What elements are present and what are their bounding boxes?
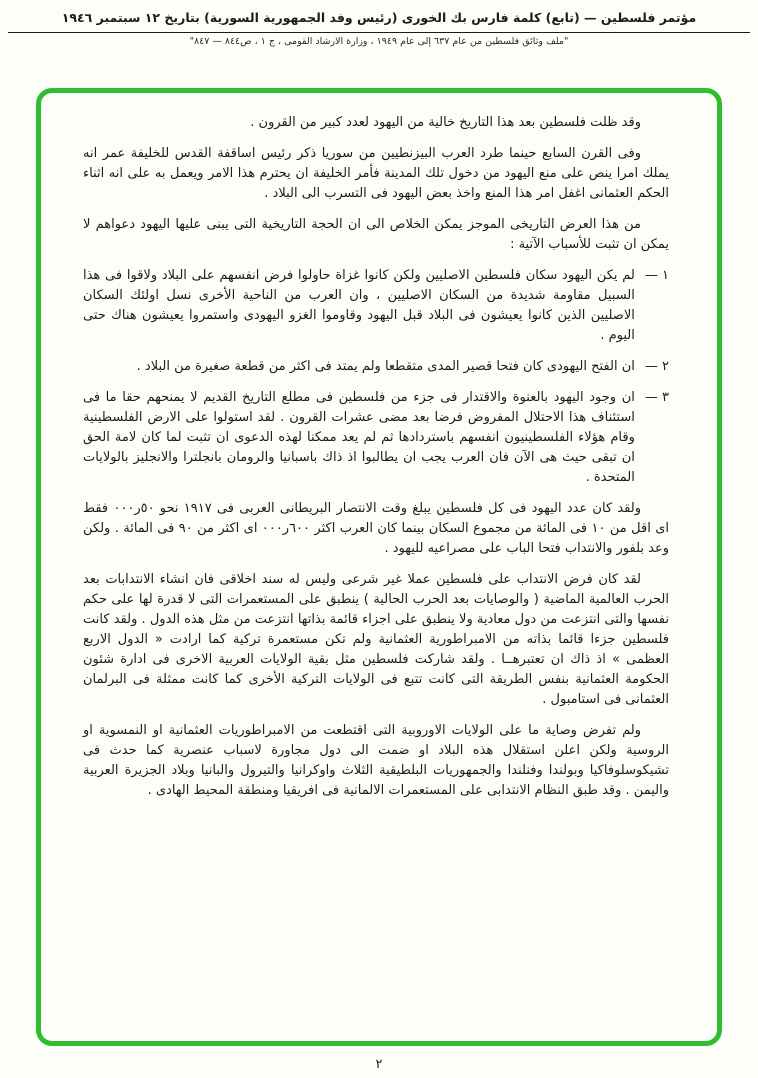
numbered-item [83, 388, 669, 488]
citation-line: "ملف وثائق فلسطين من عام ٦٣٧ إلى عام ١٩٤٩ ، وزارة الارشاد القومى ، ج ١ ، ص٨٤٤ — ٨٤٧" [189, 35, 569, 47]
item-number: ١ — [644, 268, 669, 283]
item-text: ان وجود اليهود بالعنوة والاقتدار فى جزء من فلسطين فى مطلع التاريخ القديم لا يمنحهم حقا ما فى استئناف هذا الاحتلال المفروض فرضا بعد مضى عشرات القرون . لقد استولوا على الارض الفلسطينية وقام هؤلاء الفلسطينيون انفسهم باستردادها ثم لم يعد ممكنا لهذه الدعوى ان تثبت لما كان لامة الحق ان تبقى حيث هى الآن فان العرب يجب ان يطالبوا اذ ذاك باسبانيا والرومان بانجلترا والانجليز بالولايات المتحدة . [83, 390, 635, 485]
item-text: ان الفتح اليهودى كان فتحا قصير المدى متقطعا ولم يمتد فى اكثر من قطعة صغيرة من البلاد . [136, 359, 635, 374]
numbered-item [83, 266, 669, 346]
item-text: لم يكن اليهود سكان فلسطين الاصليين ولكن كانوا غزاة حاولوا فرض انفسهم على البلاد ولاقوا فى هذا السبيل مقاومة شديدة من السكان الاصليين ، وان العرب من الناحية الأخرى نسل اولئك السكان الاصليين الذين كانوا يعيشون فى البلاد قبل اليهود وقاوموا الغزو اليهودى واستمروا يعيشون هناك حتى اليوم . [83, 268, 635, 343]
paragraph: ولقد كان عدد اليهود فى كل فلسطين يبلغ وقت الانتصار البريطانى العربى فى ١٩١٧ نحو ٥٠ر٠٠٠ فقط اى اقل من ١٠ فى المائة من مجموع السكان بينما كان العرب اكثر ٦٠٠ر٠٠٠ اى اكثر من ٩٠ فى المائة . ولكن وعد بلفور والانتداب فتحا الباب على مصراعيه لليهود . [83, 501, 670, 556]
paragraph: وفى القرن السابع حينما طرد العرب البيزنطيين من سوريا ذكر رئيس اساقفة القدس للخليفة عمر انه يملك امرا ينص على منع اليهود من دخول تلك المدينة فأمر الخليفة ان يحترم هذا الامر ويعمل به على انه اثناء الحكم العثمانى اغفل امر هذا المنع واخذ بعض اليهود فى التسرب الى البلاد . [83, 146, 669, 201]
paragraph: وقد ظلت فلسطين بعد هذا التاريخ خالية من اليهود لعدد كبير من القرون . [250, 115, 641, 130]
item-number: ٣ — [644, 390, 669, 405]
page-number: ٢ [375, 1057, 383, 1072]
header-line: مؤتمر فلسطين — (تابع) كلمة فارس بك الخورى (رئيس وفد الجمهورية السورية) بتاريخ ١٢ سبتمبر ١٩٤٦ [61, 10, 697, 25]
item-number: ٢ — [644, 359, 669, 374]
numbered-item [83, 357, 669, 377]
paragraph: من هذا العرض التاريخى الموجز يمكن الخلاص الى ان الحجة التاريخية التى يبنى عليها اليهود دعواهم لا يمكن ان تثبت للأسباب الآتية : [83, 217, 669, 252]
content-frame [36, 88, 722, 1046]
header-divider [8, 32, 750, 33]
paragraph: ولم تفرض وصاية ما على الولايات الاوروبية التى اقتطعت من الامبراطوريات العثمانية او النمسوية او الروسية ولكن اعلن استقلال هذه البلاد او ضمت الى دول مجاورة لاسباب عنصرية كما حدث فى تشيكوسلوفاكيا وبولندا وفنلندا والجمهوريات البلطيقية الثلاث واوكرانيا والتيرول والبانيا وبلاد الجزيرة العربية واليمن . وقد طبق النظام الانتدابى على المستعمرات الالمانية فى افريقيا ومنطقة المحيط الهادى . [83, 723, 669, 798]
paragraph: لقد كان فرض الانتداب على فلسطين عملا غير شرعى وليس له سند اخلاقى فان انشاء الانتدابات بعد الحرب العالمية الماضية ( والوصايات بعد الحرب الحالية ) ينطبق على المستعمرات التى لا قدرة لها على حكم نفسها والتى انتزعت من دول معادية ولا ينطبق على اجزاء قائمة بذاتها انتزعت من مثل هذه الدول . ولقد كانت فلسطين جزءا قائما بذاته من الامبراطورية العثمانية ولم تكن مستعمرة تركية كما ارادت « الدول الاربع العظمى » اذ ذاك ان تعتبرهــا . ولقد شاركت فلسطين مثل بقية الولايات العربية الاخرى فى ادارة شئون الحكومة العثمانية بنفس الطريقة التى كانت تتبع فى الولايات التركية الأخرى كما كانت ممثلة فى البرلمان العثمانى فى استامبول . [83, 572, 669, 707]
